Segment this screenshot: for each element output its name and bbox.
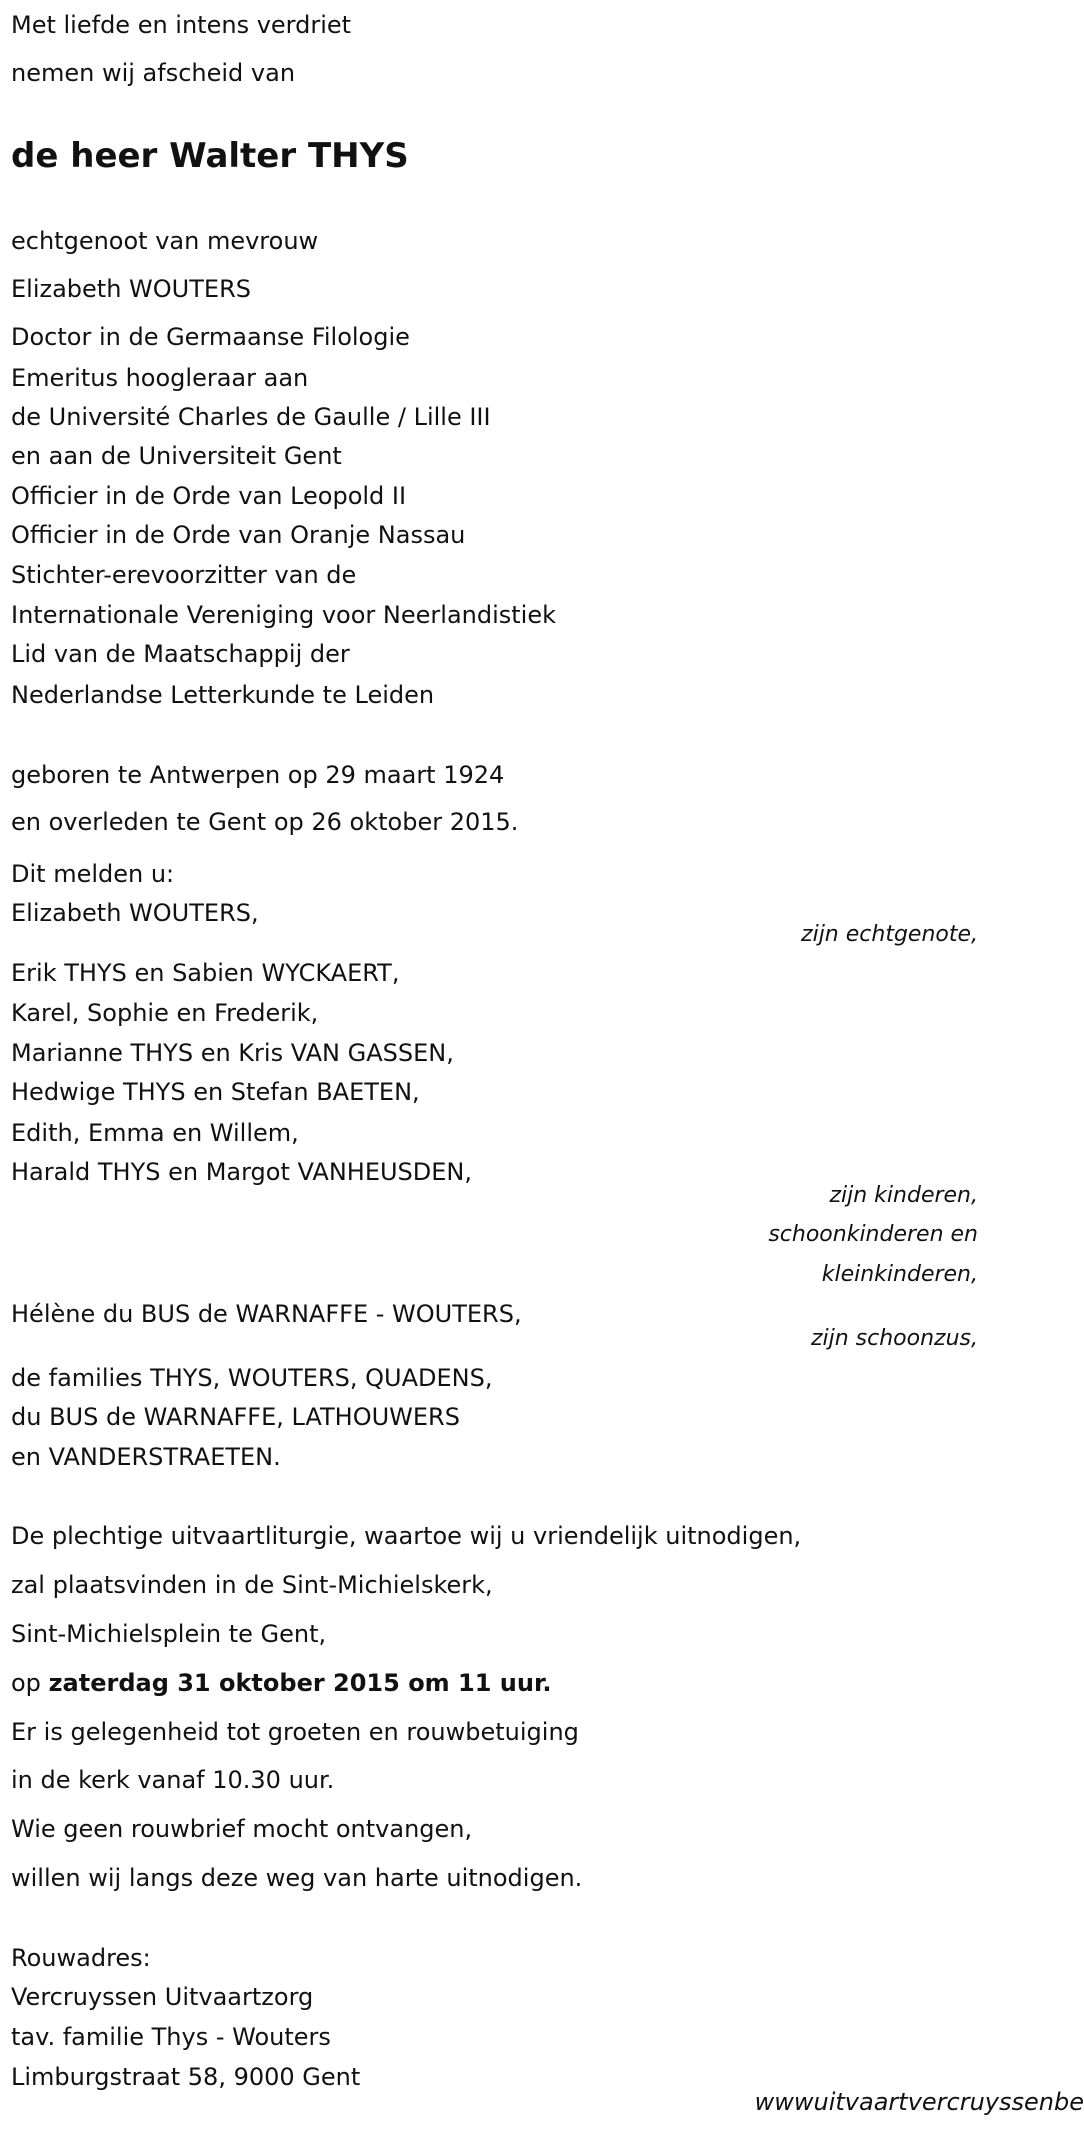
funeral-line: zal plaatsvinden in de Sint-Michielskerk,: [11, 1571, 493, 1599]
family-role: schoonkinderen en: [768, 1222, 978, 1247]
funeral-date-line: [11, 1667, 552, 1699]
funeral-line: Wie geen rouwbrief mocht ontvangen,: [11, 1815, 473, 1843]
address-label: Rouwadres:: [11, 1944, 151, 1972]
title-line: Nederlandse Letterkunde te Leiden: [11, 681, 435, 709]
family-line: en VANDERSTRAETEN.: [11, 1443, 281, 1471]
family-line: Erik THYS en Sabien WYCKAERT,: [11, 959, 400, 987]
family-role: zijn schoonzus,: [810, 1326, 978, 1351]
title-line: Doctor in de Germaanse Filologie: [11, 323, 410, 351]
family-line: de families THYS, WOUTERS, QUADENS,: [11, 1364, 493, 1392]
funeral-date: zaterdag 31 oktober 2015 om 11 uur.: [48, 1669, 552, 1697]
address-line: Vercruyssen Uitvaartzorg: [11, 1983, 314, 2011]
title-line: Officier in de Orde van Oranje Nassau: [11, 521, 466, 549]
funeral-line: in de kerk vanaf 10.30 uur.: [11, 1766, 335, 1794]
funeral-line: willen wij langs deze weg van harte uitnodigen.: [11, 1864, 583, 1892]
family-line: Edith, Emma en Willem,: [11, 1119, 299, 1147]
date-prefix: op: [11, 1669, 41, 1697]
family-line: Hedwige THYS en Stefan BAETEN,: [11, 1078, 420, 1106]
family-line: Harald THYS en Margot VANHEUSDEN,: [11, 1158, 473, 1186]
address-line: Limburgstraat 58, 9000 Gent: [11, 2063, 361, 2091]
funeral-line: Er is gelegenheid tot groeten en rouwbetuiging: [11, 1718, 579, 1746]
spouse-intro: echtgenoot van mevrouw: [11, 227, 319, 255]
family-line: Hélène du BUS de WARNAFFE - WOUTERS,: [11, 1300, 522, 1328]
website-link[interactable]: wwwuitvaartvercruyssenbe: [754, 2088, 1084, 2116]
announce-line: Dit melden u:: [11, 860, 175, 888]
deceased-name: de heer Walter THYS: [11, 136, 409, 176]
family-line: Karel, Sophie en Frederik,: [11, 999, 319, 1027]
death-line: en overleden te Gent op 26 oktober 2015.: [11, 808, 519, 836]
address-line: tav. familie Thys - Wouters: [11, 2023, 331, 2051]
title-line: Officier in de Orde van Leopold II: [11, 482, 407, 510]
intro-line: Met liefde en intens verdriet: [11, 11, 352, 39]
title-line: de Université Charles de Gaulle / Lille III: [11, 403, 491, 431]
title-line: Lid van de Maatschappij der: [11, 640, 350, 668]
family-spouse: Elizabeth WOUTERS,: [11, 899, 259, 927]
family-role: zijn kinderen,: [829, 1183, 978, 1208]
title-line: en aan de Universiteit Gent: [11, 442, 342, 470]
title-line: Internationale Vereniging voor Neerlandistiek: [11, 601, 557, 629]
funeral-line: De plechtige uitvaartliturgie, waartoe wij u vriendelijk uitnodigen,: [11, 1522, 802, 1550]
family-line: Marianne THYS en Kris VAN GASSEN,: [11, 1039, 454, 1067]
spouse-name: Elizabeth WOUTERS: [11, 275, 251, 303]
family-role: kleinkinderen,: [821, 1262, 978, 1287]
funeral-line: Sint-Michielsplein te Gent,: [11, 1620, 327, 1648]
family-role: zijn echtgenote,: [801, 922, 978, 947]
family-line: du BUS de WARNAFFE, LATHOUWERS: [11, 1403, 460, 1431]
birth-line: geboren te Antwerpen op 29 maart 1924: [11, 761, 505, 789]
title-line: Emeritus hoogleraar aan: [11, 364, 309, 392]
title-line: Stichter-erevoorzitter van de: [11, 561, 357, 589]
intro-line: nemen wij afscheid van: [11, 59, 296, 87]
